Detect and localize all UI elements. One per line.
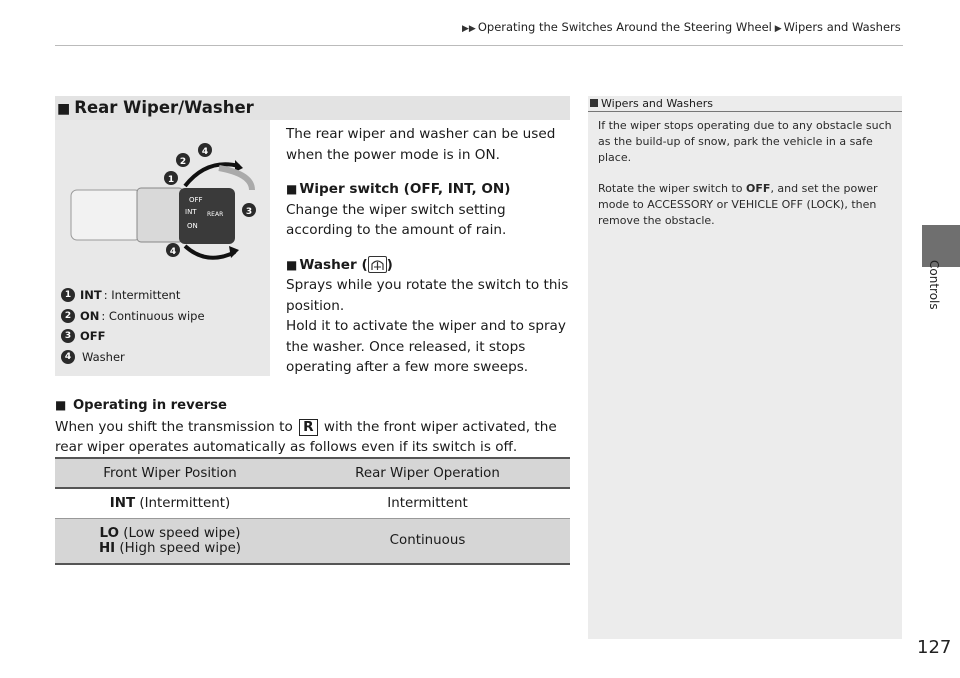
breadcrumb <box>462 20 901 34</box>
front-wiper-cell: INT (Intermittent) <box>55 488 285 518</box>
section-heading <box>55 96 570 120</box>
legend-item <box>61 347 205 368</box>
legend-key: OFF <box>80 329 106 344</box>
rear-wiper-description <box>286 124 571 378</box>
rear-wiper-cell: Continuous <box>285 518 570 564</box>
legend-key: ON <box>80 308 100 323</box>
rear-washer-icon <box>368 256 387 273</box>
table-header: Rear Wiper Operation <box>285 458 570 488</box>
legend-text: Washer <box>82 349 125 364</box>
gear-r-icon: R <box>299 419 317 436</box>
stalk-label-int: INT <box>185 208 197 216</box>
wiper-switch-figure <box>55 120 270 376</box>
legend-number: 2 <box>61 309 75 323</box>
svg-text:3: 3 <box>245 207 253 217</box>
wiper-switch-text: Change the wiper switch setting according to the amount of rain. <box>286 201 507 238</box>
legend-item <box>61 285 205 306</box>
table-row <box>55 488 570 518</box>
reverse-wiper-table <box>55 457 570 565</box>
front-wiper-cell: LO (Low speed wipe) HI (High speed wipe) <box>55 518 285 564</box>
reverse-heading: ■ Operating in reverse <box>55 398 227 413</box>
reverse-text: When you shift the transmission to R with the front wiper activated, the rear wiper operates automatically as follows even if its switch is off. <box>55 418 557 455</box>
svg-text:1: 1 <box>167 175 175 185</box>
table-row <box>55 518 570 564</box>
breadcrumb-item: Operating the Switches Around the Steering Wheel <box>477 20 772 34</box>
figure-legend <box>61 285 205 367</box>
section-marker: ■ <box>57 101 71 117</box>
note-paragraph: Rotate the wiper switch to OFF, and set the power mode to ACCESSORY or VEHICLE OFF (LOCK), then remove the obstacle. <box>598 181 878 228</box>
page-number: 127 <box>917 637 952 658</box>
svg-text:4: 4 <box>169 247 177 257</box>
rotate-washer-arrow <box>185 246 235 258</box>
chapter-label: Controls <box>927 260 941 310</box>
side-note <box>588 96 902 639</box>
breadcrumb-arrow-icon: ▶ <box>771 24 782 34</box>
table-header: Front Wiper Position <box>55 458 285 488</box>
stalk-label-rear: REAR <box>207 211 224 218</box>
legend-key: INT <box>80 288 102 303</box>
washer-text-1: Sprays while you rotate the switch to this position. <box>286 277 569 314</box>
legend-number: 3 <box>61 329 75 343</box>
wiper-stalk-illustration <box>67 138 267 278</box>
stalk-label-off: OFF <box>189 196 203 204</box>
legend-item <box>61 326 205 347</box>
legend-text: : Continuous wipe <box>101 308 205 323</box>
reverse-operation <box>55 395 575 458</box>
legend-text: : Intermittent <box>103 288 181 303</box>
header-divider <box>55 45 903 46</box>
svg-text:4: 4 <box>201 147 209 157</box>
note-paragraph: If the wiper stops operating due to any obstacle such as the build-up of snow, park the vehicle in a safe place. <box>598 119 892 165</box>
rotate-up-arrow <box>185 164 239 186</box>
wiper-switch-heading: ■ Wiper switch (OFF, INT, ON) <box>286 181 511 197</box>
note-icon <box>590 99 598 107</box>
note-title: Wipers and Washers <box>588 96 902 112</box>
breadcrumb-arrow-icon: ▶▶ <box>462 24 476 34</box>
stalk-collar <box>137 188 183 242</box>
rotate-down-arrow-light <box>219 168 252 190</box>
legend-number: 1 <box>61 288 75 302</box>
intro-text: The rear wiper and washer can be used when the power mode is in ON. <box>286 126 556 163</box>
stalk-label-on: ON <box>187 222 198 230</box>
note-body <box>588 112 902 229</box>
breadcrumb-item: Wipers and Washers <box>783 20 901 34</box>
legend-item <box>61 306 205 327</box>
section-title: Rear Wiper/Washer <box>74 98 254 117</box>
washer-text-2: Hold it to activate the wiper and to spray the washer. Once released, it stops operating after a few more sweeps. <box>286 318 566 375</box>
legend-number: 4 <box>61 350 75 364</box>
washer-heading: ■ Washer ( ) <box>286 256 393 273</box>
rear-wiper-cell: Intermittent <box>285 488 570 518</box>
svg-text:2: 2 <box>179 157 187 167</box>
stalk-grip <box>71 190 141 240</box>
